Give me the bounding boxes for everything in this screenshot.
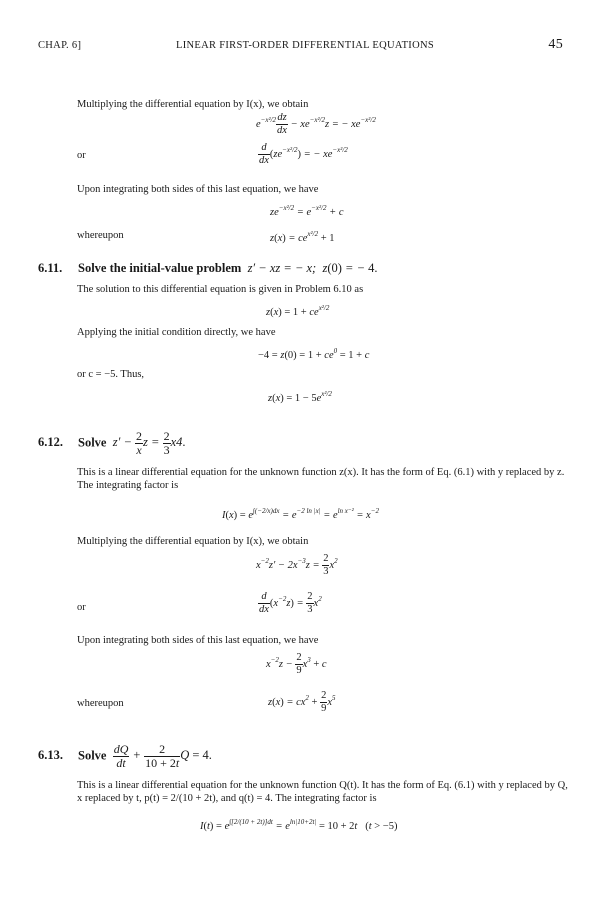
p611-equation-2: $-4 = z(0) = 1 + ce^0 = 1 + c$ <box>258 347 370 361</box>
page-number: 45 <box>548 37 563 52</box>
p612-equation-1: $I(x) = e^{\int(-2/x)dx} = e^{-2 ln |x|} = e^{ln x^{-2}} = x^{-2}$ <box>222 507 379 521</box>
problem-number: 6.13. <box>38 748 63 763</box>
p612-line-3: Upon integrating both sides of this last equation, we have <box>77 635 319 646</box>
p612-equation-4: $x^{-2}z$ − $\frac{2}{9}$ $x^3 + c$ <box>266 652 327 676</box>
p613-equation-1: $I(t) = e^{\int[2/(10 + 2t)]dt} = e^{ln|10+2t|} = 10 + 2t$ (t > −5) <box>200 818 398 832</box>
p611-line-1: The solution to this differential equation is given in Problem 6.10 as <box>77 284 364 295</box>
running-title: LINEAR FIRST-ORDER DIFFERENTIAL EQUATIONS <box>176 40 434 51</box>
problem-equation: z′ − $\frac{2}{x}$ z = $\frac{2}{3}$ x4. <box>109 429 186 457</box>
whereupon-label: whereupon <box>77 698 124 709</box>
or-label: or <box>77 602 86 613</box>
block1-equation-1: $e^{-x^2/2}$ $\frac{dz}{dx}$ − $xe^{-x^2/2}z$ = − $xe^{-x^2/2}$ <box>256 112 376 136</box>
problem-number: 6.11. <box>38 261 63 275</box>
p611-line-2: Applying the initial condition directly, we have <box>77 327 276 338</box>
p612-equation-2: $x^{-2}z' - 2x^{-3}z$ = $\frac{2}{3}$ $x^2$ <box>256 553 338 577</box>
chapter-label: CHAP. 6] <box>38 40 82 51</box>
problem-number: 6.12. <box>38 435 63 450</box>
p611-equation-1: $z(x) = 1 + ce^{x^2/2}$ <box>266 304 330 318</box>
block1-equation-3: $ze^{-x^2/2} = e^{-x^2/2} + c$ <box>270 204 344 218</box>
problem-statement: Solve <box>78 748 107 763</box>
problem-equation: z′ − xz = − x; z(0) = − 4. <box>244 261 378 275</box>
problem-statement: Solve <box>78 435 107 450</box>
p612-line-1: This is a linear differential equation for the unknown function z(x). It has the form of Eq. (6.1) with y replaced by z. The integrating factor is <box>77 467 565 491</box>
p611-equation-3: $z(x) = 1 - 5e^{x^2/2}$ <box>268 390 332 404</box>
p613-line-1: This is a linear differential equation for the unknown function Q(t). It has the form of Eq. (6.1) with y replaced by Q, x replaced by t, p(t) = 2/(10 + 2t), and q(t) = 4. The integrating factor is <box>77 780 568 804</box>
problem-6-13-heading <box>38 743 212 770</box>
block1-intro: Multiplying the differential equation by I(x), we obtain <box>77 99 309 110</box>
p612-equation-5: $z(x) = cx^2$ + $\frac{2}{9}$ $x^5$ <box>268 690 336 714</box>
p612-line-2: Multiplying the differential equation by I(x), we obtain <box>77 536 309 547</box>
whereupon-label: whereupon <box>77 230 124 241</box>
problem-statement: Solve the initial-value problem <box>78 261 242 275</box>
or-label: or <box>77 150 86 161</box>
block1-equation-2: $\frac{d}{dx}$ $(ze^{-x^2/2})$ = − $xe^{-x^2/2}$ <box>259 142 348 166</box>
block1-integrate-text: Upon integrating both sides of this last equation, we have <box>77 184 319 195</box>
problem-6-12-heading <box>38 430 186 457</box>
problem-equation: $\frac{dQ}{dt}$ + $\frac{2}{10 + 2t}$ Q = 4. <box>113 742 212 770</box>
p612-equation-3: $\frac{d}{dx}$ $(x^{-2}z)$ = $\frac{2}{3}$ $x^2$ <box>259 591 322 615</box>
block1-equation-4: $z(x) = ce^{x^2/2} + 1$ <box>270 230 335 244</box>
problem-6-11-heading <box>38 261 378 276</box>
p611-line-3: or c = −5. Thus, <box>77 369 145 380</box>
